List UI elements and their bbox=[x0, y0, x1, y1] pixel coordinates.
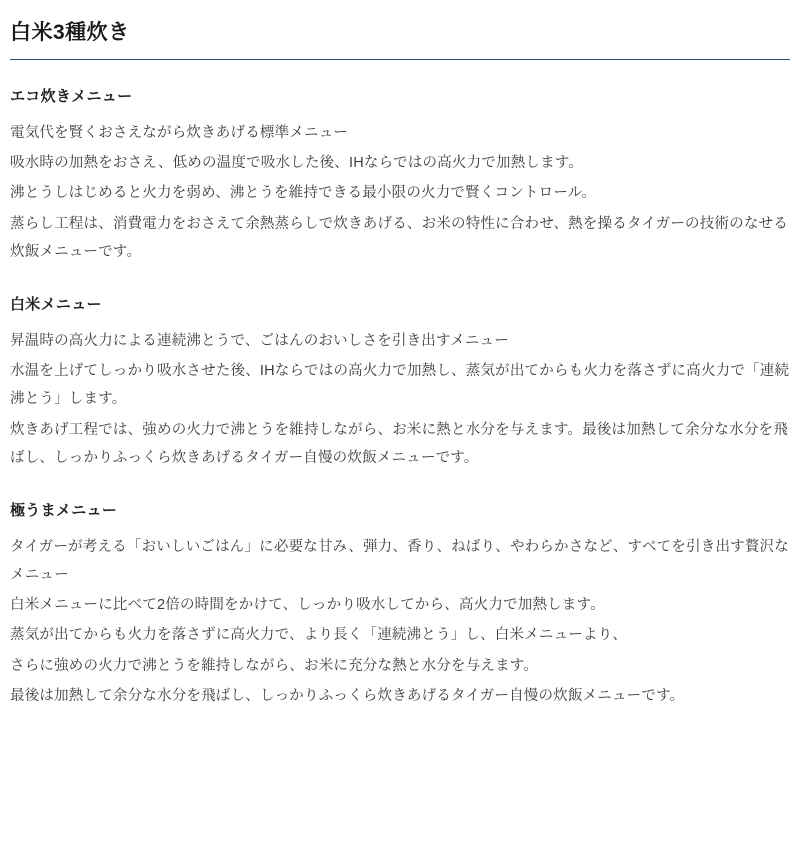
section-paragraph: 蒸らし工程は、消費電力をおさえて余熱蒸らしで炊きあげる、お米の特性に合わせ、熱を操るタイガーの技術のなせる炊飯メニューです。 bbox=[10, 215, 788, 260]
section-heading: エコ炊きメニュー bbox=[10, 88, 133, 106]
section-paragraph: 電気代を賢くおさえながら炊きあげる標準メニュー bbox=[10, 124, 349, 141]
section-paragraph: 炊きあげ工程では、強めの火力で沸とうを維持しながら、お米に熱と水分を与えます。最後は加熱して余分な水分を飛ばし、しっかりふっくら炊きあげるタイガー自慢の炊飯メニューです。 bbox=[10, 421, 788, 466]
section-heading: 白米メニュー bbox=[10, 296, 102, 314]
section-paragraph: 最後は加熱して余分な水分を飛ばし、しっかりふっくら炊きあげるタイガー自慢の炊飯メニューです。 bbox=[10, 687, 685, 704]
section-heading: 極うまメニュー bbox=[10, 502, 118, 520]
section-paragraph: 蒸気が出てからも火力を落さずに高火力で、より長く「連続沸とう」し、白米メニューより、 bbox=[10, 627, 628, 644]
section-white-rice bbox=[10, 294, 790, 472]
section-paragraph: さらに強めの火力で沸とうを維持しながら、お米に充分な熱と水分を与えます。 bbox=[10, 657, 539, 674]
section-paragraph: 水温を上げてしっかり吸水させた後、IHならではの高火力で加熱し、蒸気が出てからも火力を落さずに高火力で「連続沸とう」します。 bbox=[10, 362, 790, 408]
section-paragraph: タイガーが考える「おいしいごはん」に必要な甘み、弾力、香り、ねばり、やわらかさなど、すべてを引き出す贅沢なメニュー bbox=[10, 538, 789, 583]
section-paragraph: 沸とうしはじめると火力を弱め、沸とうを維持できる最小限の火力で賢くコントロール。 bbox=[10, 185, 596, 202]
section-paragraph: 白米メニューに比べて2倍の時間をかけて、しっかり吸水してから、高火力で加熱します。 bbox=[10, 597, 605, 614]
section-gokuuma bbox=[10, 500, 790, 710]
page-title: 白米3種炊き bbox=[10, 21, 130, 44]
section-paragraph: 吸水時の加熱をおさえ、低めの温度で吸水した後、IHならではの高火力で加熱します。 bbox=[10, 155, 584, 172]
section-paragraph: 昇温時の高火力による連続沸とうで、ごはんのおいしさを引き出すメニュー bbox=[10, 332, 509, 349]
section-eco-cooking bbox=[10, 86, 790, 266]
title-divider bbox=[10, 59, 790, 60]
